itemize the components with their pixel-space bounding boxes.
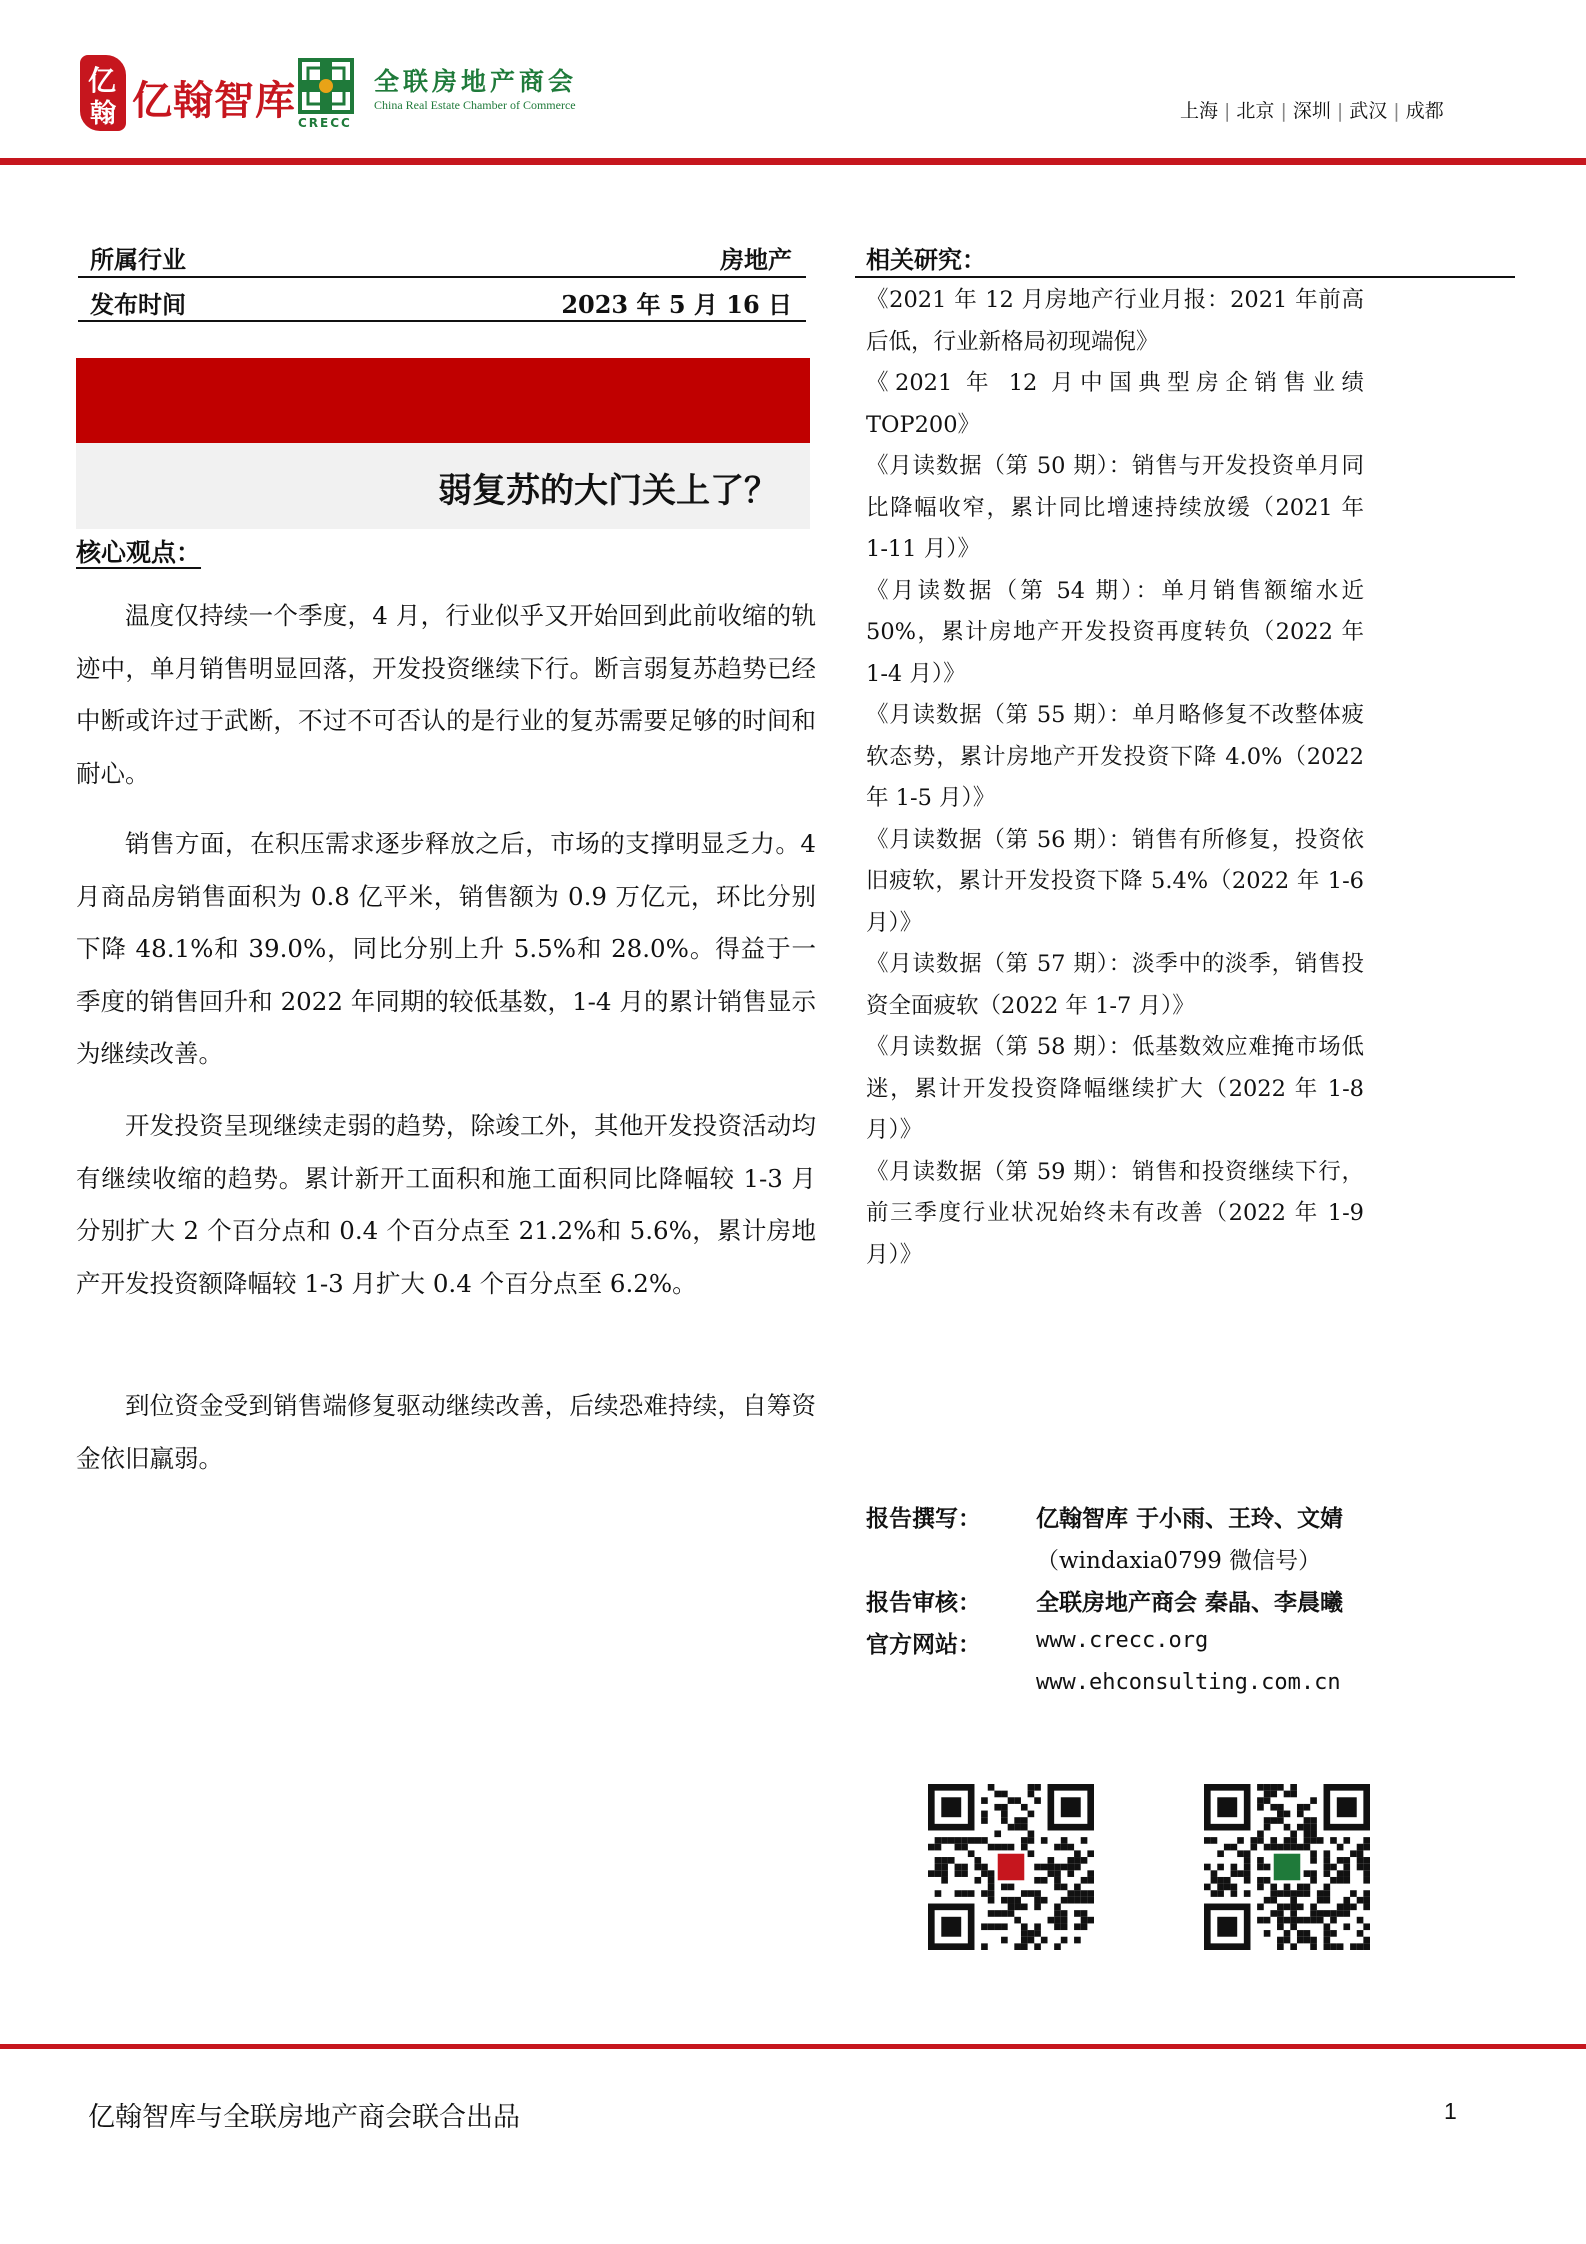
writer-label: 报告撰写： <box>866 1505 981 1532</box>
city-beijing: 北京 <box>1236 100 1275 122</box>
crecc-name-cn: 全联房地产商会 <box>374 67 578 96</box>
body-paragraph: 到位资金受到销售端修复驱动继续改善，后续恐难持续，自筹资金依旧羸弱。 <box>76 1391 816 1473</box>
writer-wechat: （windaxia0799 微信号） <box>1036 1548 1322 1574</box>
title-red-band <box>76 358 810 443</box>
yihan-badge-char-1: 亿 <box>88 64 117 97</box>
date-value: 2023 年 5 月 16 日 <box>561 290 792 319</box>
city-separator: | <box>1224 100 1231 122</box>
qr-code-crecc <box>1204 1784 1370 1950</box>
city-chengdu: 成都 <box>1405 100 1444 122</box>
related-research-list <box>866 280 1364 1276</box>
city-separator: | <box>1393 100 1400 122</box>
title-band <box>76 443 810 529</box>
yihan-logo <box>80 55 305 135</box>
related-research-label: 相关研究： <box>866 245 986 274</box>
crecc-emblem-icon <box>298 58 354 114</box>
crecc-abbr: CRECC <box>298 116 352 130</box>
meta-divider <box>78 320 806 322</box>
website-link-crecc[interactable]: www.crecc.org <box>1036 1628 1209 1653</box>
meta-divider <box>78 276 806 278</box>
yihan-badge-char-2: 翰 <box>90 99 117 129</box>
body-paragraph: 温度仅持续一个季度，4 月，行业似乎又开始回到此前收缩的轨迹中，单月销售明显回落，开发投资继续下行。断言弱复苏趋势已经中断或许过于武断，不过不可否认的是行业的复苏需要足够的时间和耐心。 <box>76 601 816 788</box>
related-item: 《月读数据（第 58 期）：低基数效应难掩市场低迷，累计开发投资降幅继续扩大（2022 年 1-8 月）》 <box>866 1034 1364 1143</box>
related-item: 《月读数据（第 56 期）：销售有所修复，投资依旧疲软，累计开发投资下降 5.4%（2022 年 1-6 月）》 <box>866 826 1364 936</box>
report-title: 弱复苏的大门关上了？ <box>438 471 778 511</box>
city-separator: | <box>1280 100 1287 122</box>
related-divider <box>855 276 1515 278</box>
reviewer-label: 报告审核： <box>866 1589 981 1616</box>
qr-code-icon <box>1204 1784 1370 1950</box>
yihan-logo-name: 亿翰智库 <box>132 78 296 124</box>
date-label: 发布时间 <box>90 290 186 319</box>
related-item: 《月读数据（第 55 期）：单月略修复不改整体疲软态势，累计房地产开发投资下降 4.0%（2022 年 1-5 月）》 <box>866 702 1364 811</box>
website-link-ehconsulting[interactable]: www.ehconsulting.com.cn <box>1036 1670 1341 1695</box>
meta-row-date <box>78 279 806 319</box>
meta-row-industry <box>78 234 806 274</box>
body-paragraph: 销售方面，在积压需求逐步释放之后，市场的支撑明显乏力。4 月商品房销售面积为 0.8 亿平米，销售额为 0.9 万亿元，环比分别下降 48.1%和 39.0%，同比分别上升 5.5%和 28.0%。得益于一季度的销售回升和 2022 年同期的较低基数，1-4 月的累计销售显示为继续改善。 <box>76 829 816 1068</box>
website-label: 官方网站： <box>866 1631 981 1658</box>
office-cities <box>1180 96 1444 123</box>
city-wuhan: 武汉 <box>1349 100 1388 122</box>
reviewer-value: 全联房地产商会 秦晶、李晨曦 <box>1036 1589 1344 1616</box>
related-item: 《月读数据（第 54 期）：单月销售额缩水近 50%，累计房地产开发投资再度转负（2022 年 1-4 月）》 <box>866 577 1364 687</box>
related-item: 《月读数据（第 50 期）：销售与开发投资单月同比降幅收窄，累计同比增速持续放缓（2021 年 1-11 月）》 <box>866 453 1364 562</box>
industry-label: 所属行业 <box>90 245 186 274</box>
footer-divider <box>0 2044 1586 2049</box>
related-item: 《月读数据（第 57 期）：淡季中的淡季，销售投资全面疲软（2022 年 1-7 月）》 <box>866 951 1364 1019</box>
related-item: 《2021 年 12 月房地产行业月报：2021 年前高后低，行业新格局初现端倪》 <box>866 287 1364 355</box>
qr-code-yihan <box>928 1784 1094 1950</box>
footer-credit: 亿翰智库与全联房地产商会联合出品 <box>88 2102 520 2133</box>
crecc-name-en: China Real Estate Chamber of Commerce <box>374 98 576 112</box>
header-divider <box>0 158 1586 165</box>
related-item: 《2021 年 12 月中国典型房企销售业绩 TOP200》 <box>866 370 1364 438</box>
body-paragraph: 开发投资呈现继续走弱的趋势，除竣工外，其他开发投资活动均有继续收缩的趋势。累计新开工面积和施工面积同比降幅较 1-3 月分别扩大 2 个百分点和 0.4 个百分点至 21.2%和 5.6%，累计房地产开发投资额降幅较 1-3 月扩大 0.4 个百分点至 6.2%。 <box>76 1111 816 1298</box>
page-number: 1 <box>1444 2098 1457 2124</box>
city-shenzhen: 深圳 <box>1292 100 1331 122</box>
core-viewpoint-label: 核心观点： <box>76 538 202 567</box>
writer-value: 亿翰智库 于小雨、王玲、文婧 <box>1036 1505 1344 1532</box>
industry-value: 房地产 <box>720 245 792 274</box>
city-shanghai: 上海 <box>1180 100 1219 122</box>
city-separator: | <box>1336 100 1344 122</box>
qr-code-icon <box>928 1784 1094 1950</box>
crecc-logo <box>298 58 618 138</box>
related-item: 《月读数据（第 59 期）：销售和投资继续下行，前三季度行业状况始终未有改善（2022 年 1-9 月）》 <box>866 1158 1364 1268</box>
